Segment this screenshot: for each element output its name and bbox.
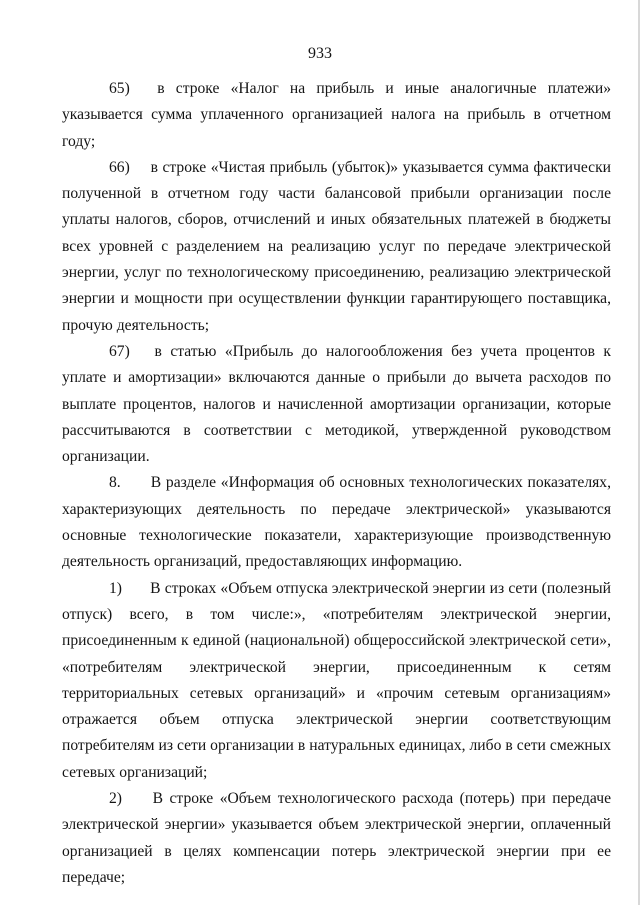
paragraph-number: 1): [109, 579, 122, 597]
paragraph-number: 65): [109, 80, 130, 97]
paragraph-number: 67): [109, 342, 130, 360]
paragraph-text: В строках «Объем отпуска электрической энергии из сети (полезный отпуск) всего, в том числе:», «потребителям электрической энергии, присоединенным к единой (национальной) общероссийской электрической сети», «потребителям электрической энергии, присоединенным к сетям территориальных сетевых организаций» и «прочим сетевым организациям» отражается объем отпуска электрической энергии соответствующим потребителям из сети организации в натуральных единицах, либо в сети смежных сетевых организаций;: [62, 579, 612, 781]
paragraph-text: в статью «Прибыль до налогообложения без учета процентов к уплате и амортизации» включаются данные о прибыли до вычета расходов по выплате процентов, налогов и начисленной амортизации организации, которые рассчитываются в соответствии с методикой, утвержденной руководством организации.: [62, 342, 611, 466]
paragraph-item-2: [62, 786, 611, 891]
paragraph-text: В разделе «Информация об основных технологических показателях, характеризующих деятельность по передаче электрической» указываются основные технологические показатели, характеризующие производственную деятельность организаций, предоставляющих информацию.: [62, 474, 611, 571]
paragraph-number: 66): [109, 158, 130, 176]
paragraph-65: [62, 76, 611, 155]
paragraph-text: В строке «Объем технологического расхода (потерь) при передаче электрической энергии» указывается объем электрической энергии, оплаченный организацией в целях компенсации потерь электрической энергии при ее передаче;: [62, 790, 611, 886]
page-number: 933: [308, 45, 332, 62]
document-body: [62, 76, 611, 891]
paragraph-text: в строке «Чистая прибыль (убыток)» указывается сумма фактически полученной в отчетном году части балансовой прибыли организации после уплаты налогов, сборов, отчислений и иных обязательных платежей в бюджеты всех уровней с разделением на реализацию услуг по передаче электрической энергии, услуг по технологическому присоединению, реализацию электрической энергии и мощности при осуществлении функции гарантирующего поставщика, прочую деятельность;: [62, 158, 611, 334]
paragraph-67: [62, 339, 611, 470]
paragraph-number: 8.: [109, 474, 121, 492]
paragraph-number: 2): [109, 790, 122, 808]
paragraph-66: [62, 155, 611, 339]
paragraph-item-1: [62, 576, 611, 786]
paragraph-section-8: [62, 470, 611, 575]
paragraph-text: в строке «Налог на прибыль и иные аналогичные платежи» указывается сумма уплаченного организацией налога на прибыль в отчетном году;: [62, 80, 611, 150]
